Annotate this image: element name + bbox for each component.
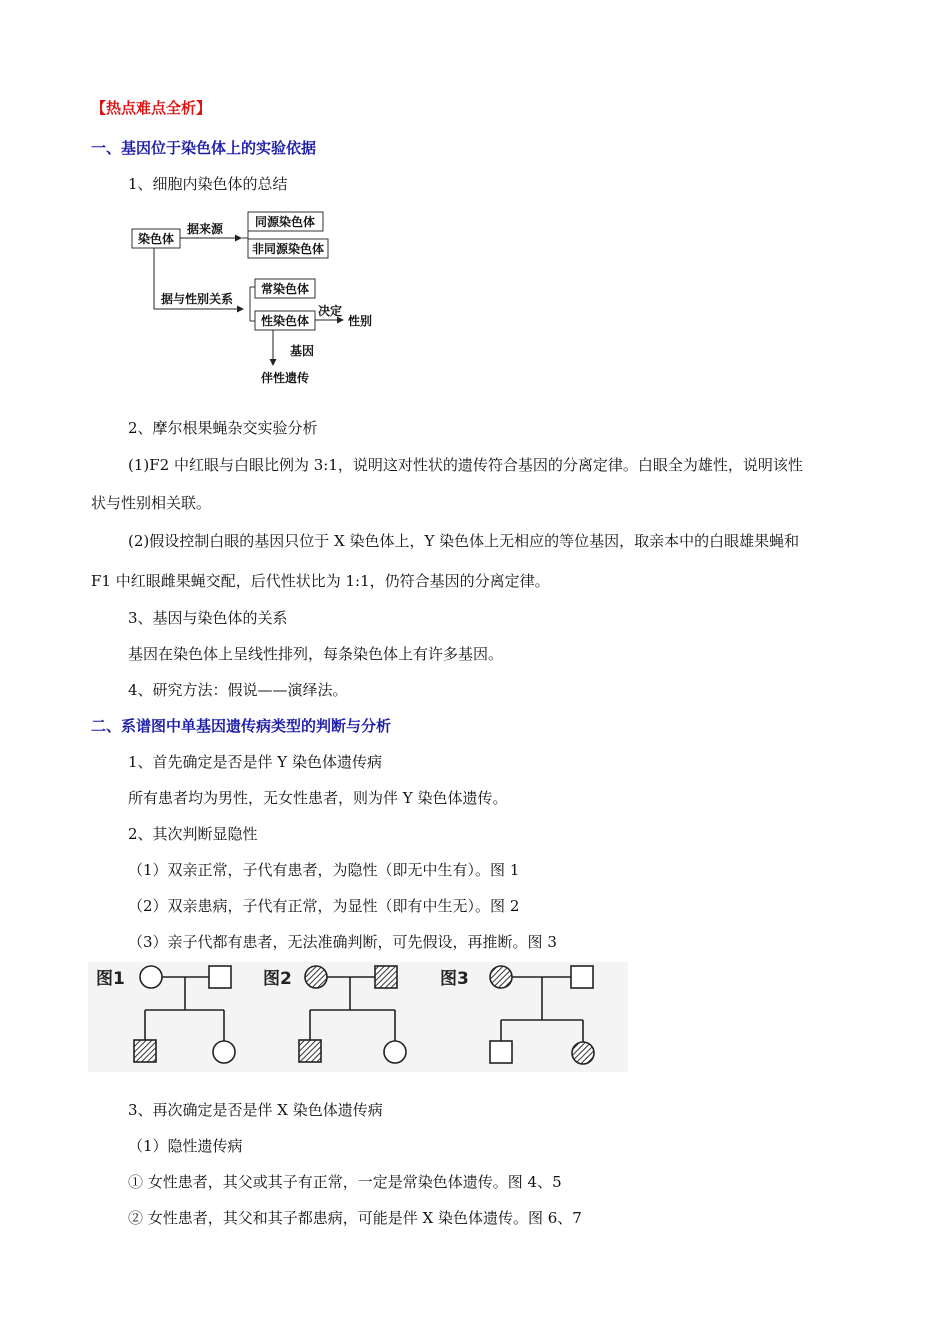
- s1-item4: 4、研究方法：假说——演绎法。: [128, 681, 348, 699]
- fig2-father-affected: [375, 966, 397, 988]
- s1-item2: 2、摩尔根果蝇杂交实验分析: [128, 419, 318, 437]
- section2-heading: 二、系谱图中单基因遗传病类型的判断与分析: [91, 717, 392, 735]
- s1-p2-line2: F1 中红眼雌果蝇交配，后代性状比为 1:1，仍符合基因的分离定律。: [91, 572, 550, 590]
- figure1-label: 图1: [96, 969, 125, 989]
- s2-sub1: （1）隐性遗传病: [128, 1137, 243, 1155]
- s1-p2-line1: (2)假设控制白眼的基因只位于 X 染色体上，Y 染色体上无相应的等位基因，取亲本中的白眼雄果蝇和: [128, 532, 800, 550]
- fig3-father-normal: [571, 966, 593, 988]
- fig2-son-affected: [299, 1040, 321, 1062]
- diagram-root: 染色体: [137, 232, 175, 246]
- diagram-gene: 基因: [290, 344, 315, 358]
- diagram-by-source: 据来源: [186, 222, 224, 236]
- fig3-mother-affected: [490, 966, 512, 988]
- hotspot-title: 【热点难点全析】: [91, 99, 212, 117]
- figure3-label: 图3: [440, 969, 469, 989]
- pedigree-figures: [88, 962, 628, 1072]
- diagram-non-homologous: 非同源染色体: [251, 242, 325, 256]
- s2-case1: （1）双亲正常，子代有患者，为隐性（即无中生有）。图 1: [128, 861, 520, 879]
- diagram-decide: 决定: [317, 304, 343, 318]
- fig1-son-affected: [134, 1040, 156, 1062]
- diagram-by-sex: 据与性别关系: [160, 292, 234, 306]
- fig3-son-normal: [490, 1041, 512, 1063]
- s2-item3: 3、再次确定是否是伴 X 染色体遗传病: [128, 1101, 383, 1119]
- diagram-sex-chromosome: 性染色体: [260, 314, 310, 328]
- s2-item2: 2、其次判断显隐性: [128, 825, 258, 843]
- fig1-father-normal: [209, 966, 231, 988]
- s2-rule1: ① 女性患者，其父或其子有正常，一定是常染色体遗传。图 4、5: [128, 1173, 562, 1191]
- diagram-sex: 性别: [347, 314, 373, 328]
- s2-case2: （2）双亲患病，子代有正常，为显性（即有中生无）。图 2: [128, 897, 520, 915]
- section1-heading: 一、基因位于染色体上的实验依据: [91, 139, 317, 157]
- s2-case3: （3）亲子代都有患者，无法准确判断，可先假设，再推断。图 3: [128, 933, 557, 951]
- figure2-label: 图2: [263, 969, 292, 989]
- fig2-daughter-normal: [384, 1041, 406, 1063]
- s1-item3: 3、基因与染色体的关系: [128, 609, 288, 627]
- s2-rule2: ② 女性患者，其父和其子都患病，可能是伴 X 染色体遗传。图 6、7: [128, 1209, 582, 1227]
- fig3-daughter-affected: [572, 1042, 594, 1064]
- s1-p1-line1: (1)F2 中红眼与白眼比例为 3:1，说明这对性状的遗传符合基因的分离定律。白眼全为雄性，说明该性: [128, 456, 803, 474]
- fig2-mother-affected: [305, 966, 327, 988]
- diagram-autosome: 常染色体: [260, 282, 310, 296]
- fig1-daughter-normal: [213, 1041, 235, 1063]
- chromosome-classification-diagram: [125, 205, 395, 390]
- fig1-mother-normal: [140, 966, 162, 988]
- s2-item1-text: 所有患者均为男性，无女性患者，则为伴 Y 染色体遗传。: [128, 789, 508, 807]
- s1-item3-text: 基因在染色体上呈线性排列，每条染色体上有许多基因。: [128, 645, 504, 663]
- s1-item1: 1、细胞内染色体的总结: [128, 175, 288, 193]
- diagram-homologous: 同源染色体: [254, 215, 316, 229]
- diagram-sex-linked: 伴性遗传: [260, 371, 310, 385]
- s1-p1-line2: 状与性别相关联。: [91, 494, 212, 512]
- s2-item1: 1、首先确定是否是伴 Y 染色体遗传病: [128, 753, 382, 771]
